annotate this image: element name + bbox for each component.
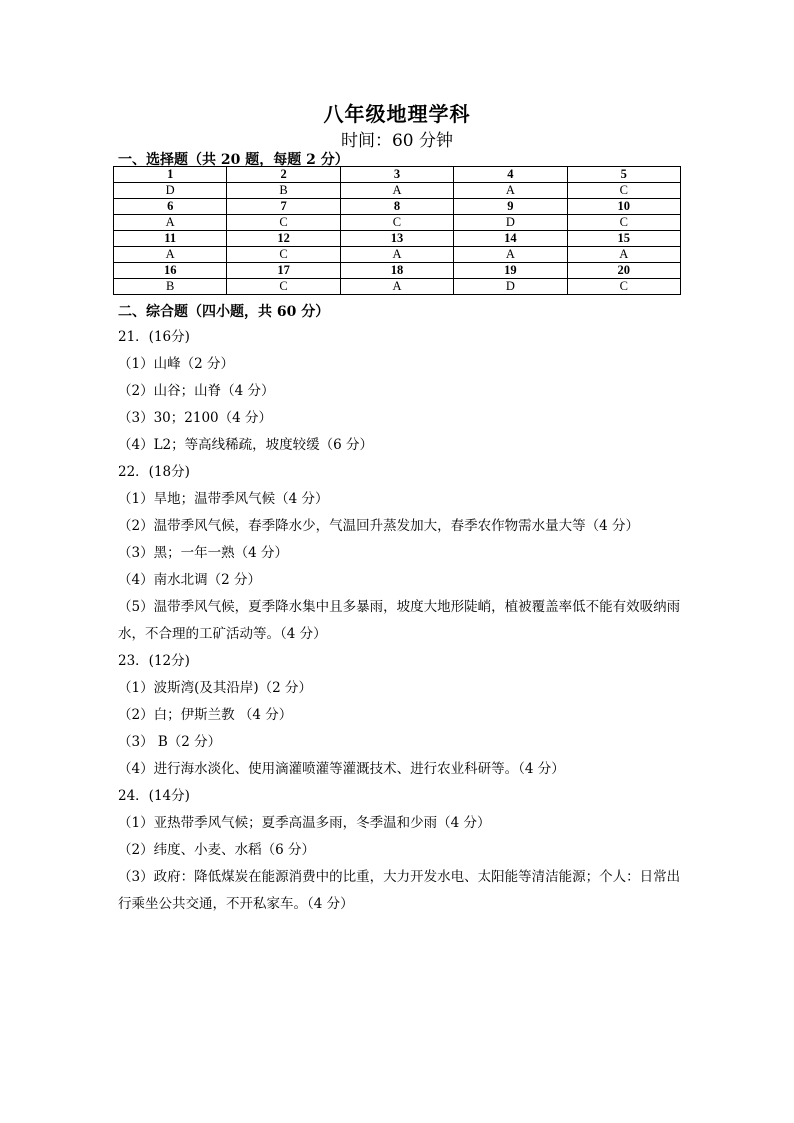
answer-line: （1）亚热带季风气候；夏季高温多雨，冬季温和少雨（4 分） [118,815,491,831]
question-number-cell: 4 [454,167,567,183]
question-number-cell: 20 [567,263,680,279]
answer-cell: C [567,183,680,199]
answer-line: （2）温带季风气候，春季降水少，气温回升蒸发加大，春季农作物需水量大等（4 分） [118,518,639,534]
answer-cell: D [454,279,567,295]
question-number-row [114,167,681,183]
question-number-cell: 18 [340,263,453,279]
answer-line: （1）旱地；温带季风气候（4 分） [118,491,329,507]
answer-cell: A [567,247,680,263]
answer-line: （3）政府：降低煤炭在能源消费中的比重，大力开发水电、太阳能等清洁能源；个人：日常出行乘坐公共交通，不开私家车。（4 分） [118,869,681,912]
question-number-cell: 12 [227,231,340,247]
answer-cell: D [114,183,227,199]
answer-line: （5）温带季风气候，夏季降水集中且多暴雨，坡度大地形陡峭，植被覆盖率低不能有效吸纳雨水，不合理的工矿活动等。（4 分） [118,599,681,642]
answer-cell: C [567,215,680,231]
question-number-cell: 7 [227,199,340,215]
answer-cell: C [227,247,340,263]
answer-cell: A [340,279,453,295]
answer-cell: B [114,279,227,295]
question-number-cell: 13 [340,231,453,247]
answer-line: 24．(14分) [118,788,190,804]
answer-cell: C [567,279,680,295]
answer-line: （4）进行海水淡化、使用滴灌喷灌等灌溉技术、进行农业科研等。（4 分） [118,761,565,777]
answer-cell: B [227,183,340,199]
answer-cell: C [227,215,340,231]
answer-line: （2）山谷；山脊（4 分） [118,383,275,399]
question-number-row [114,263,681,279]
question-number-cell: 9 [454,199,567,215]
answer-cell: D [454,215,567,231]
exam-duration: 时间：60 分钟 [340,131,454,151]
answer-line: 23．(12分) [118,653,190,669]
answer-cell: C [227,279,340,295]
answer-line: 22．(18分) [118,464,190,480]
question-number-cell: 8 [340,199,453,215]
answer-row [114,247,681,263]
choice-answer-table [113,166,681,295]
answer-cell: A [114,247,227,263]
answer-line: （2）纬度、小麦、水稻（6 分） [118,842,315,858]
section2-heading: 二、综合题（四小题，共 60 分） [118,304,330,320]
page-title: 八年级地理学科 [323,102,471,126]
question-number-cell: 5 [567,167,680,183]
answer-line: （3）黑；一年一熟（4 分） [118,545,288,561]
answer-cell: A [114,215,227,231]
question-number-cell: 1 [114,167,227,183]
answer-line: 21．(16分) [118,329,190,345]
answer-cell: A [454,183,567,199]
answer-cell: C [340,215,453,231]
question-number-cell: 6 [114,199,227,215]
answer-line: （4）L2；等高线稀疏，坡度较缓（6 分） [118,437,374,453]
question-number-cell: 16 [114,263,227,279]
question-number-cell: 2 [227,167,340,183]
question-number-cell: 15 [567,231,680,247]
answer-row [114,183,681,199]
answer-line: （2）白；伊斯兰教 （4 分） [118,707,293,723]
answer-line: （4）南水北调（2 分） [118,572,261,588]
question-number-cell: 3 [340,167,453,183]
question-number-cell: 14 [454,231,567,247]
question-number-cell: 11 [114,231,227,247]
answer-line: （1）波斯湾(及其沿岸)（2 分） [118,680,313,696]
answer-line: （3） B（2 分） [118,734,222,750]
answer-cell: A [454,247,567,263]
answer-row [114,279,681,295]
comprehensive-answers [118,324,688,918]
question-number-cell: 17 [227,263,340,279]
answer-cell: A [340,247,453,263]
answer-cell: A [340,183,453,199]
answer-row [114,215,681,231]
question-number-row [114,231,681,247]
answer-line: （1）山峰（2 分） [118,356,234,372]
question-number-cell: 19 [454,263,567,279]
question-number-cell: 10 [567,199,680,215]
section1-heading: 一、选择题（共 20 题，每题 2 分） [118,152,349,168]
question-number-row [114,199,681,215]
answer-line: （3）30；2100（4 分） [118,410,273,426]
